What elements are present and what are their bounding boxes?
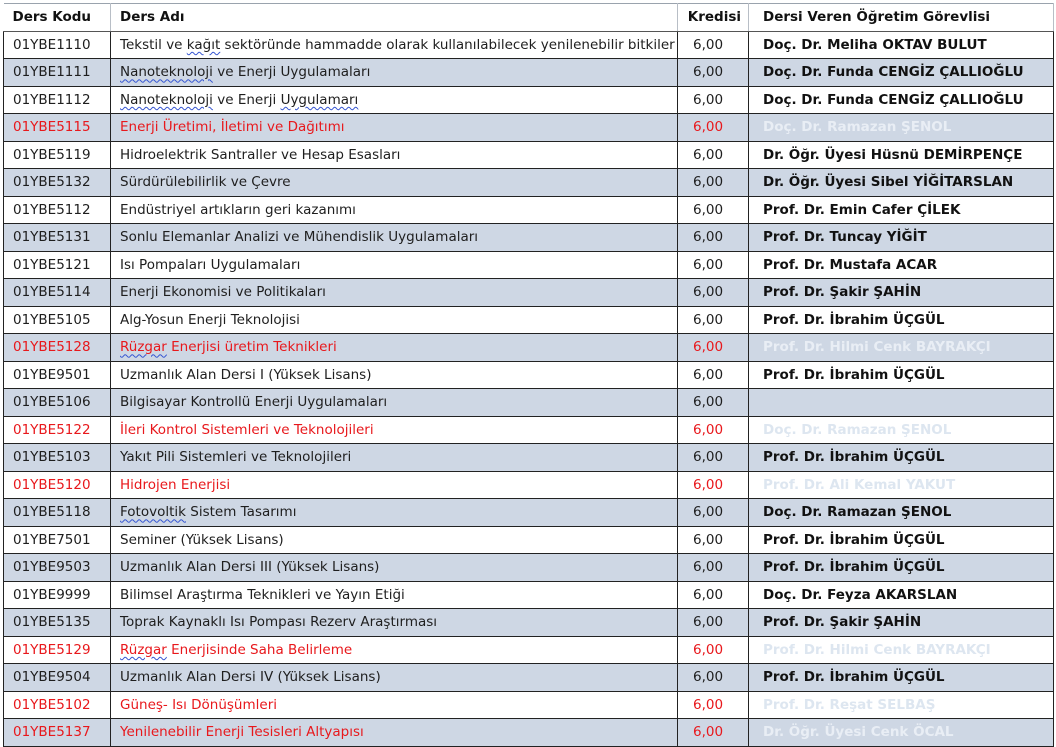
table-row	[4, 444, 1054, 472]
credits-cell: 6,00	[678, 554, 749, 582]
credits-cell: 6,00	[678, 141, 749, 169]
table-row	[4, 196, 1054, 224]
credits-cell: 6,00	[678, 31, 749, 59]
table-row	[4, 691, 1054, 719]
course-name-text: ve Enerji Uygulamaları	[212, 64, 371, 81]
table-row	[4, 526, 1054, 554]
course-name-cell	[111, 581, 678, 609]
instructor-cell: Doç. Dr. Feyza AKARSLAN	[749, 581, 1054, 609]
instructor-cell: Prof. Dr. İbrahim ÜÇGÜL	[749, 664, 1054, 692]
instructor-cell: Doç. Dr. Ramazan ŞENOL	[749, 416, 1054, 444]
course-code-cell: 01YBE5128	[4, 334, 111, 362]
instructor-cell: Doç. Dr. Ramazan ŞENOL	[749, 499, 1054, 527]
table-row	[4, 664, 1054, 692]
course-code-cell: 01YBE9504	[4, 664, 111, 692]
instructor-cell: Prof. Dr. Reşat SELBAŞ	[749, 691, 1054, 719]
header-instructor: Dersi Veren Öğretim Görevlisi	[749, 4, 1054, 32]
instructor-cell: Prof. Dr. Emin Cafer ÇİLEK	[749, 196, 1054, 224]
course-name-cell	[111, 361, 678, 389]
table-row	[4, 279, 1054, 307]
instructor-cell: Doç. Dr. Funda CENGİZ ÇALLIOĞLU	[749, 59, 1054, 87]
table-row	[4, 86, 1054, 114]
course-name-cell	[111, 526, 678, 554]
course-code-cell: 01YBE5103	[4, 444, 111, 472]
course-name-cell	[111, 609, 678, 637]
credits-cell: 6,00	[678, 361, 749, 389]
credits-cell: 6,00	[678, 609, 749, 637]
course-code-cell: 01YBE5131	[4, 224, 111, 252]
table-row	[4, 581, 1054, 609]
credits-cell: 6,00	[678, 334, 749, 362]
course-name-cell	[111, 251, 678, 279]
course-name-text: Endüstriyel artıkların geri kazanımı	[120, 201, 356, 218]
table-row	[4, 306, 1054, 334]
course-name-cell	[111, 719, 678, 747]
instructor-cell: Prof. Dr. Ali Kemal YAKUT	[749, 471, 1054, 499]
instructor-cell: Prof. Dr. İbrahim ÜÇGÜL	[749, 361, 1054, 389]
course-name-text: Uygulamarı	[280, 91, 359, 108]
table-row	[4, 251, 1054, 279]
course-name-text: Enerjisi üretim Teknikleri	[166, 339, 337, 356]
credits-cell: 6,00	[678, 664, 749, 692]
course-name-text: Bilgisayar Kontrollü Enerji Uygulamaları	[120, 394, 388, 411]
instructor-cell: Prof. Dr. Mustafa ACAR	[749, 251, 1054, 279]
credits-cell: 6,00	[678, 719, 749, 747]
table-row	[4, 114, 1054, 142]
table-row	[4, 416, 1054, 444]
instructor-cell: Prof. Dr. İbrahim ÜÇGÜL	[749, 554, 1054, 582]
course-code-cell: 01YBE9501	[4, 361, 111, 389]
credits-cell: 6,00	[678, 59, 749, 87]
credits-cell: 6,00	[678, 306, 749, 334]
instructor-cell: Prof. Dr. Hilmi Cenk BAYRAKÇI	[749, 334, 1054, 362]
course-name-text: Sürdürülebilirlik ve Çevre	[120, 174, 291, 191]
instructor-cell: Dr. Öğr. Üyesi Sibel YİĞİTARSLAN	[749, 169, 1054, 197]
credits-cell: 6,00	[678, 196, 749, 224]
credits-cell: 6,00	[678, 279, 749, 307]
table-row	[4, 609, 1054, 637]
course-code-cell: 01YBE5137	[4, 719, 111, 747]
course-code-cell: 01YBE5114	[4, 279, 111, 307]
credits-cell: 6,00	[678, 526, 749, 554]
course-code-cell: 01YBE5122	[4, 416, 111, 444]
instructor-cell: Prof. Dr. İbrahim ÜÇGÜL	[749, 306, 1054, 334]
course-name-cell	[111, 416, 678, 444]
table-row	[4, 554, 1054, 582]
header-name: Ders Adı	[111, 4, 678, 32]
credits-cell: 6,00	[678, 444, 749, 472]
credits-cell: 6,00	[678, 224, 749, 252]
course-code-cell: 01YBE9999	[4, 581, 111, 609]
instructor-cell: Prof. Dr. İbrahim ÜÇGÜL	[749, 444, 1054, 472]
course-code-cell: 01YBE5105	[4, 306, 111, 334]
course-name-text: Hidroelektrik Santraller ve Hesap Esasları	[120, 146, 401, 163]
instructor-cell: Dr. Öğr. Üyesi Cenk ÖCAL	[749, 719, 1054, 747]
course-name-text: Rüzgar	[120, 339, 167, 356]
course-name-text: Sistem Tasarımı	[185, 504, 297, 521]
course-code-cell: 01YBE5129	[4, 636, 111, 664]
course-name-text: Hidrojen Enerjisi	[120, 476, 231, 493]
instructor-cell: Doç. Dr. Funda CENGİZ ÇALLIOĞLU	[749, 86, 1054, 114]
course-name-cell	[111, 389, 678, 417]
course-code-cell: 01YBE5132	[4, 169, 111, 197]
course-name-text: İleri Kontrol Sistemleri ve Teknolojileri	[120, 421, 374, 438]
credits-cell: 6,00	[678, 636, 749, 664]
header-row	[4, 4, 1054, 32]
course-name-cell	[111, 306, 678, 334]
course-name-text: Sonlu Elemanlar Analizi ve Mühendislik Uygulamaları	[120, 229, 479, 246]
course-name-cell	[111, 444, 678, 472]
course-name-cell	[111, 691, 678, 719]
course-name-cell	[111, 279, 678, 307]
table-row	[4, 499, 1054, 527]
course-name-text: Toprak Kaynaklı Isı Pompası Rezerv Araştırması	[120, 614, 438, 631]
course-name-text: kağıt	[186, 36, 221, 53]
course-name-text: Rüzgar	[120, 641, 167, 658]
table-row	[4, 389, 1054, 417]
credits-cell: 6,00	[678, 86, 749, 114]
course-code-cell: 01YBE5120	[4, 471, 111, 499]
instructor-cell: Doç. Dr. Ramazan ŞENOL	[749, 114, 1054, 142]
credits-cell: 6,00	[678, 581, 749, 609]
table-row	[4, 224, 1054, 252]
course-name-text: Enerji Ekonomisi ve Politikaları	[120, 284, 326, 301]
course-name-cell	[111, 471, 678, 499]
course-name-text: Güneş- Isı Dönüşümleri	[120, 696, 277, 713]
course-name-text: sektöründe hammadde olarak kullanılabilecek yenilenebilir bitkiler	[220, 36, 675, 53]
table-row	[4, 141, 1054, 169]
course-code-cell: 01YBE5106	[4, 389, 111, 417]
instructor-cell: Prof. Dr. Tuncay YİĞİT	[749, 224, 1054, 252]
course-name-cell	[111, 86, 678, 114]
course-name-cell	[111, 636, 678, 664]
instructor-cell: Prof. Dr. İbrahim ÜÇGÜL	[749, 526, 1054, 554]
course-code-cell: 01YBE7501	[4, 526, 111, 554]
table-row	[4, 31, 1054, 59]
course-code-cell: 01YBE1112	[4, 86, 111, 114]
course-name-cell	[111, 141, 678, 169]
course-name-text: Nanoteknoloji	[120, 91, 213, 108]
credits-cell: 6,00	[678, 251, 749, 279]
course-name-text: Uzmanlık Alan Dersi I (Yüksek Lisans)	[120, 366, 372, 383]
course-name-cell	[111, 224, 678, 252]
credits-cell: 6,00	[678, 389, 749, 417]
table-row	[4, 361, 1054, 389]
course-code-cell: 01YBE5121	[4, 251, 111, 279]
course-name-cell	[111, 59, 678, 87]
course-name-text: Enerji Üretimi, İletimi ve Dağıtımı	[120, 119, 345, 136]
course-code-cell: 01YBE5118	[4, 499, 111, 527]
course-name-text: Fotovoltik	[120, 504, 186, 521]
course-name-text: Bilimsel Araştırma Teknikleri ve Yayın Etiği	[120, 586, 405, 603]
table-body	[4, 31, 1054, 746]
course-code-cell: 01YBE9503	[4, 554, 111, 582]
instructor-cell: Dr. Öğr. Üyesi Hüsnü DEMİRPENÇE	[749, 141, 1054, 169]
table-row	[4, 471, 1054, 499]
course-code-cell: 01YBE1111	[4, 59, 111, 87]
credits-cell: 6,00	[678, 416, 749, 444]
table-row	[4, 636, 1054, 664]
course-code-cell: 01YBE5102	[4, 691, 111, 719]
table-row	[4, 719, 1054, 747]
course-code-cell: 01YBE5119	[4, 141, 111, 169]
course-name-text: Tekstil ve	[120, 36, 187, 53]
course-name-text: Seminer (Yüksek Lisans)	[120, 531, 284, 548]
course-name-cell	[111, 334, 678, 362]
instructor-cell: Prof. Dr. Şakir ŞAHİN	[749, 609, 1054, 637]
course-name-text: Alg-Yosun Enerji Teknolojisi	[120, 311, 300, 328]
course-code-cell: 01YBE5112	[4, 196, 111, 224]
course-table	[3, 3, 1054, 747]
course-code-cell: 01YBE1110	[4, 31, 111, 59]
table-row	[4, 169, 1054, 197]
table-row	[4, 334, 1054, 362]
course-name-cell	[111, 554, 678, 582]
course-name-cell	[111, 31, 678, 59]
course-name-cell	[111, 196, 678, 224]
table-header	[4, 4, 1054, 32]
course-name-text: Yakıt Pili Sistemleri ve Teknolojileri	[120, 449, 352, 466]
course-name-text: Uzmanlık Alan Dersi III (Yüksek Lisans)	[120, 559, 380, 576]
credits-cell: 6,00	[678, 499, 749, 527]
header-credits: Kredisi	[678, 4, 749, 32]
instructor-cell: Doç. Dr. Meliha OKTAV BULUT	[749, 31, 1054, 59]
header-code: Ders Kodu	[4, 4, 111, 32]
instructor-cell	[749, 389, 1054, 417]
course-name-text: Yenilenebilir Enerji Tesisleri Altyapısı	[120, 724, 364, 741]
course-name-cell	[111, 499, 678, 527]
credits-cell: 6,00	[678, 114, 749, 142]
table-row	[4, 59, 1054, 87]
course-code-cell: 01YBE5115	[4, 114, 111, 142]
credits-cell: 6,00	[678, 169, 749, 197]
instructor-cell: Prof. Dr. Şakir ŞAHİN	[749, 279, 1054, 307]
course-code-cell: 01YBE5135	[4, 609, 111, 637]
course-name-cell	[111, 169, 678, 197]
course-name-text: Enerjisinde Saha Belirleme	[166, 641, 353, 658]
credits-cell: 6,00	[678, 691, 749, 719]
course-name-cell	[111, 114, 678, 142]
instructor-cell: Prof. Dr. Hilmi Cenk BAYRAKÇI	[749, 636, 1054, 664]
course-name-text: Uzmanlık Alan Dersi IV (Yüksek Lisans)	[120, 669, 381, 686]
course-name-text: Nanoteknoloji	[120, 64, 213, 81]
course-name-text: ve Enerji	[212, 91, 281, 108]
credits-cell: 6,00	[678, 471, 749, 499]
course-name-cell	[111, 664, 678, 692]
course-name-text: Isı Pompaları Uygulamaları	[120, 256, 301, 273]
